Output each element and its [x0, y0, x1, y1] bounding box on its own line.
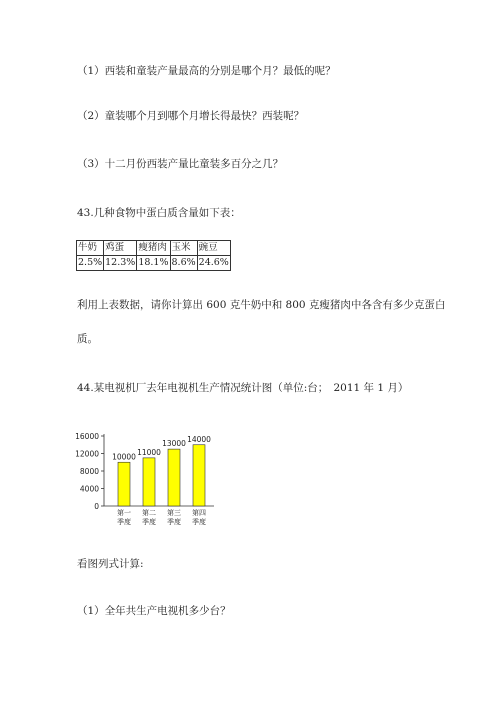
x-tick-label: 季度	[117, 518, 131, 526]
x-tick-label: 第二	[142, 509, 156, 517]
data-label: 14000	[187, 434, 211, 444]
problem-43-prompt-line-1: 利用上表数据，请你计算出 600 克牛奶中和 800 克瘦猪肉中各含有多少克蛋白	[77, 299, 446, 311]
table-row	[77, 256, 231, 271]
table-cell: 12.3%	[104, 256, 137, 271]
table-cell: 瘦猪肉	[137, 241, 170, 256]
x-tick-label: 季度	[142, 518, 156, 526]
x-tick-label: 第三	[167, 509, 181, 517]
table-cell: 牛奶	[77, 241, 104, 256]
bar	[118, 462, 130, 506]
table-cell: 24.6%	[197, 256, 230, 271]
bar	[193, 445, 205, 506]
table-header-row	[77, 241, 231, 256]
x-tick-label: 季度	[167, 518, 181, 526]
table-cell: 豌豆	[197, 241, 230, 256]
question-1: （1）西装和童装产量最高的分别是哪个月？最低的呢？	[77, 65, 336, 77]
problem-43-title: 43.几种食物中蛋白质含量如下表：	[77, 207, 241, 219]
y-tick-label: 12000	[75, 449, 99, 459]
table-cell: 2.5%	[77, 256, 104, 271]
data-label: 11000	[137, 447, 161, 457]
question-3: （3）十二月份西装产量比童装多百分之几？	[77, 158, 284, 170]
table-cell: 玉米	[170, 241, 197, 256]
data-label: 10000	[112, 452, 136, 462]
sub-question-1: （1）全年共生产电视机多少台？	[77, 605, 231, 617]
problem-43-prompt-line-2: 质。	[77, 333, 98, 345]
table-cell: 鸡蛋	[104, 241, 137, 256]
instruction: 看图列式计算:	[77, 558, 144, 570]
x-tick-label: 第四	[192, 509, 206, 517]
protein-table	[76, 240, 231, 271]
tv-production-bar-chart	[70, 420, 220, 535]
problem-44-title: 44.某电视机厂去年电视机生产情况统计图（单位:台； 2011 年 1 月）	[77, 382, 409, 394]
y-tick-label: 8000	[79, 467, 99, 476]
x-tick-label: 第一	[117, 509, 131, 517]
table-cell: 18.1%	[137, 256, 170, 271]
y-tick-label: 16000	[75, 432, 99, 441]
table-cell: 8.6%	[170, 256, 197, 271]
bar	[168, 449, 180, 506]
data-label: 13000	[162, 439, 186, 449]
x-tick-label: 季度	[192, 518, 206, 526]
bar	[143, 458, 155, 506]
y-tick-label: 4000	[79, 484, 99, 494]
y-tick-label: 0	[94, 502, 99, 511]
question-2: （2）童装哪个月到哪个月增长得最快？西装呢？	[77, 110, 305, 122]
